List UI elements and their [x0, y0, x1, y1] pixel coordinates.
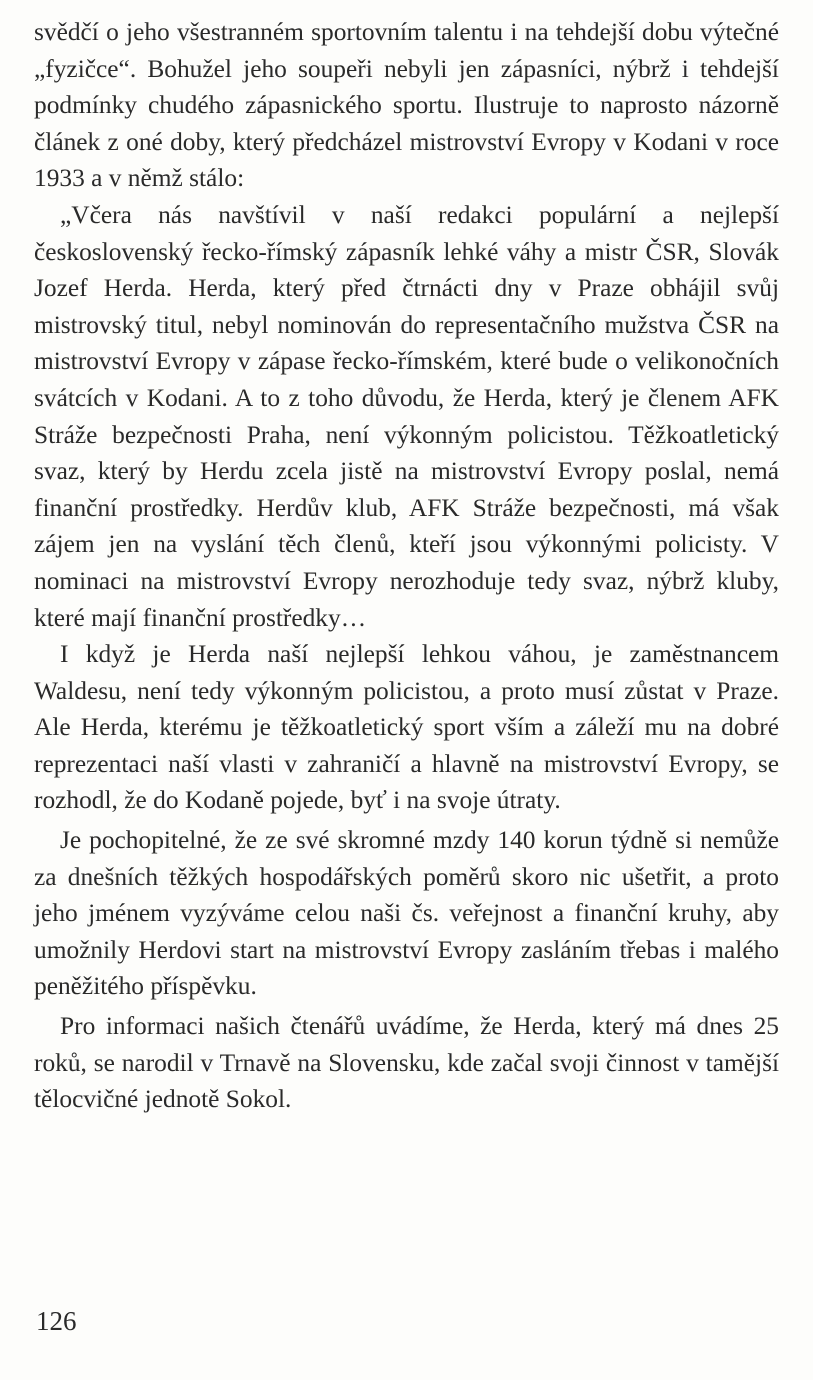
paragraph-4: Je pochopitelné, že ze své skromné mzdy 140 korun týdně si nemůže za dnešních těžkých hospodářských poměrů skoro nic ušetřit, a proto jeho jménem vyzýváme celou naši čs. veřejnost a finanční kruhy, aby umožnily Herdovi start na mistrovství Evropy zasláním třebas i malého peněžitého příspěvku. [34, 826, 779, 1001]
body-text [34, 14, 779, 1118]
paragraph-5: Pro informaci našich čtenářů uvádíme, že Herda, který má dnes 25 roků, se narodil v Trnavě na Slovensku, kde začal svoji činnost v tamější tělocvičné jednotě Sokol. [34, 1012, 779, 1114]
paragraph-2: „Včera nás navštívil v naší redakci populární a nejlepší československý řecko-římský zápasník lehké váhy a mistr ČSR, Slovák Jozef Herda. Herda, který před čtrnácti dny v Praze obhájil svůj mistrovský titul, nebyl nominován do representačního mužstva ČSR na mistrovství Evropy v zápase řecko-římském, které bude o velikonočních svátcích v Kodani. A to z toho důvodu, že Herda, který je členem AFK Stráže bezpečnosti Praha, není výkonným policistou. Těžkoatletický svaz, který by Herdu zcela jistě na mistrovství Evropy poslal, nemá finanční prostředky. Herdův klub, AFK Stráže bezpečnosti, má však zájem jen na vyslání těch členů, kteří jsou výkonnými policisty. V nominaci na mistrovství Evropy nerozhoduje tedy svaz, nýbrž kluby, které mají finanční prostředky… [34, 200, 779, 632]
page-number: 126 [36, 1306, 77, 1336]
paragraph-1: svědčí o jeho všestranném sportovním talentu i na tehdejší dobu výtečné „fyzičce“. Bohužel jeho soupeři nebyli jen zápasníci, nýbrž i tehdejší podmínky chudého zápasnického sportu. Ilustruje to naprosto názorně článek z oné doby, který předcházel mistrovství Evropy v Kodani v roce 1933 a v němž stálo: [34, 18, 779, 193]
paragraph-3: I když je Herda naší nejlepší lehkou váhou, je zaměstnancem Waldesu, není tedy výkonným policistou, a proto musí zůstat v Praze. Ale Herda, kterému je těžkoatletický sport vším a záleží mu na dobré reprezentaci naší vlasti v zahraničí a hlavně na mistrovství Evropy, se rozhodl, že do Kodaně pojede, byť i na svoje útraty. [34, 640, 779, 815]
